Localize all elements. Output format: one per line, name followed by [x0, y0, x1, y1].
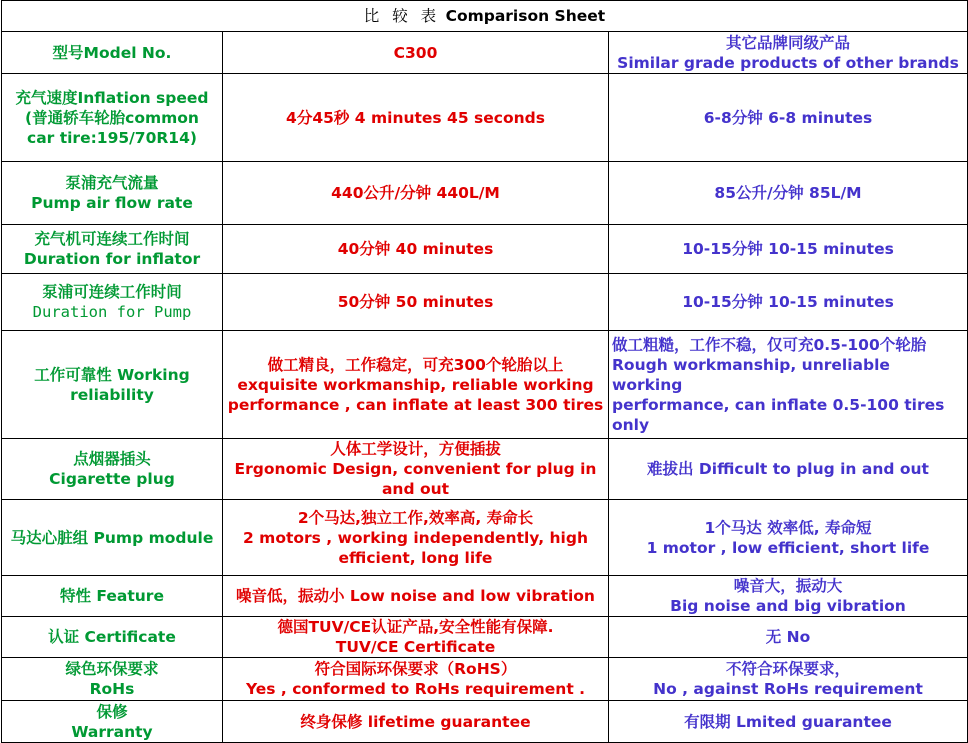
comparison-table [1, 0, 968, 743]
row-c300-value: 50分钟 50 minutes [337, 293, 494, 311]
header-label: 型号Model No. [52, 43, 172, 62]
table-row [2, 658, 968, 701]
row-c300-value: 2个马达,独立工作,效率高, 寿命长 [297, 508, 534, 527]
row-label-cell [2, 331, 223, 439]
row-label: 充气机可连续工作时间 [34, 230, 190, 248]
row-label: car tire:195/70R14) [27, 128, 197, 147]
row-c300-value-cell [223, 74, 609, 162]
header-other-line2: Similar grade products of other brands [617, 53, 959, 72]
row-label: 泵浦可连续工作时间 [42, 283, 182, 301]
row-c300-value: 4分45秒 4 minutes 45 seconds [286, 108, 545, 127]
row-other-value: 85公升/分钟 85L/M [714, 184, 862, 202]
row-c300-value: Yes , conformed to RoHs requirement . [245, 680, 586, 698]
row-c300-value-cell [223, 274, 609, 331]
row-c300-value: 德国TUV/CE认证产品,安全性能有保障. [277, 618, 554, 636]
row-label-cell [2, 74, 223, 162]
row-c300-value: 440公升/分钟 440L/M [331, 184, 500, 202]
row-other-value-cell [609, 439, 968, 500]
row-other-value: 有限期 Lmited guarantee [684, 712, 892, 731]
row-other-value: 10-15分钟 10-15 minutes [682, 240, 894, 258]
row-c300-value-cell [223, 225, 609, 274]
row-other-value-cell [609, 701, 968, 743]
sheet-title [2, 1, 968, 32]
row-other-value: 难拔出 Difficult to plug in and out [647, 460, 929, 478]
row-other-value: 噪音大，振动大 [733, 577, 843, 595]
table-row [2, 274, 968, 331]
row-label-cell [2, 225, 223, 274]
row-other-value-cell [609, 162, 968, 225]
row-label: (普通轿车轮胎common [25, 108, 199, 127]
row-c300-value: and out [381, 480, 450, 498]
row-c300-value-cell [223, 701, 609, 743]
row-other-value: 做工粗糙，工作不稳，仅可充0.5-100个轮胎 [612, 335, 927, 354]
row-label: 保修 [96, 702, 128, 721]
row-c300-value-cell [223, 617, 609, 658]
table-row [2, 74, 968, 162]
row-label: Duration for inflator [23, 250, 201, 268]
row-other-value-cell [609, 74, 968, 162]
row-label: 绿色环保要求 [65, 660, 159, 678]
table-row [2, 701, 968, 743]
row-c300-value: 噪音低，振动小 Low noise and low vibration [236, 587, 595, 605]
row-other-value-cell [609, 658, 968, 701]
row-label-cell [2, 701, 223, 743]
row-c300-value-cell [223, 500, 609, 576]
row-other-value: 不符合环保要求， [725, 660, 850, 678]
header-other-cell [609, 32, 968, 74]
row-label-cell [2, 439, 223, 500]
sheet-title-en: Comparison Sheet [445, 7, 606, 25]
row-label-cell [2, 162, 223, 225]
row-label: 点烟器插头 [73, 450, 151, 468]
row-other-value: 6-8分钟 6-8 minutes [703, 108, 873, 127]
row-label: reliability [70, 385, 154, 404]
title-row [2, 1, 968, 32]
row-other-value-cell [609, 331, 968, 439]
row-other-value: 10-15分钟 10-15 minutes [682, 293, 894, 311]
header-other-line1: 其它品牌同级产品 [725, 33, 850, 52]
row-c300-value: efficient, long life [338, 548, 493, 567]
row-other-value: 1个马达 效率低, 寿命短 [704, 518, 872, 537]
row-c300-value-cell [223, 658, 609, 701]
row-c300-value: performance , can inflate at least 300 tires [227, 395, 604, 414]
row-other-value: 1 motor , low efficient, short life [646, 538, 930, 557]
row-label-cell [2, 658, 223, 701]
row-label: 特性 Feature [60, 587, 164, 605]
row-other-value: only [612, 415, 650, 434]
row-other-value-cell [609, 500, 968, 576]
row-c300-value: 2 motors , working independently, high [243, 528, 588, 547]
row-label-cell [2, 274, 223, 331]
table-row [2, 500, 968, 576]
row-c300-value-cell [223, 439, 609, 500]
row-c300-value: exquisite workmanship, reliable working [237, 375, 594, 394]
table-row [2, 225, 968, 274]
header-row [2, 32, 968, 74]
row-other-value: No , against RoHs requirement [653, 680, 923, 698]
row-other-value-cell [609, 274, 968, 331]
row-label-cell [2, 500, 223, 576]
row-other-value-cell [609, 576, 968, 617]
row-other-value: Rough workmanship, unreliable working [612, 355, 890, 394]
row-c300-value: 终身保修 lifetime guarantee [300, 712, 531, 731]
row-other-value-cell [609, 225, 968, 274]
row-label-cell [2, 617, 223, 658]
row-label: Warranty [71, 722, 153, 741]
table-row [2, 331, 968, 439]
row-label: Cigarette plug [49, 470, 175, 488]
table-row [2, 162, 968, 225]
row-label: Duration for Pump [32, 303, 192, 321]
row-c300-value: 做工精良，工作稳定，可充300个轮胎以上 [267, 355, 564, 374]
row-label-cell [2, 576, 223, 617]
sheet-title-cn: 比 较 表 [363, 7, 441, 25]
row-c300-value: Ergonomic Design, convenient for plug in [234, 460, 597, 478]
row-c300-value: 符合国际环保要求（RoHS） [314, 660, 517, 678]
row-other-value: performance, can inflate 0.5-100 tires [612, 395, 945, 414]
row-other-value: 无 No [765, 628, 811, 646]
row-label: RoHs [89, 680, 135, 698]
table-row [2, 439, 968, 500]
row-label: 工作可靠性 Working [34, 365, 190, 384]
row-label: 泵浦充气流量 [65, 174, 159, 192]
header-c300: C300 [393, 43, 438, 62]
row-c300-value: 人体工学设计，方便插拔 [330, 440, 501, 458]
row-label: 充气速度Inflation speed [15, 88, 209, 107]
row-c300-value-cell [223, 331, 609, 439]
row-c300-value: TUV/CE Certificate [335, 638, 496, 656]
row-label: Pump air flow rate [31, 194, 193, 212]
table-row [2, 617, 968, 658]
row-other-value-cell [609, 617, 968, 658]
header-label-cell [2, 32, 223, 74]
row-label: 马达心脏组 Pump module [10, 528, 214, 547]
row-other-value: Big noise and big vibration [670, 597, 906, 615]
header-c300-cell [223, 32, 609, 74]
row-c300-value: 40分钟 40 minutes [337, 240, 494, 258]
row-c300-value-cell [223, 162, 609, 225]
row-c300-value-cell [223, 576, 609, 617]
row-label: 认证 Certificate [48, 628, 176, 646]
comparison-rows [2, 74, 968, 743]
table-row [2, 576, 968, 617]
